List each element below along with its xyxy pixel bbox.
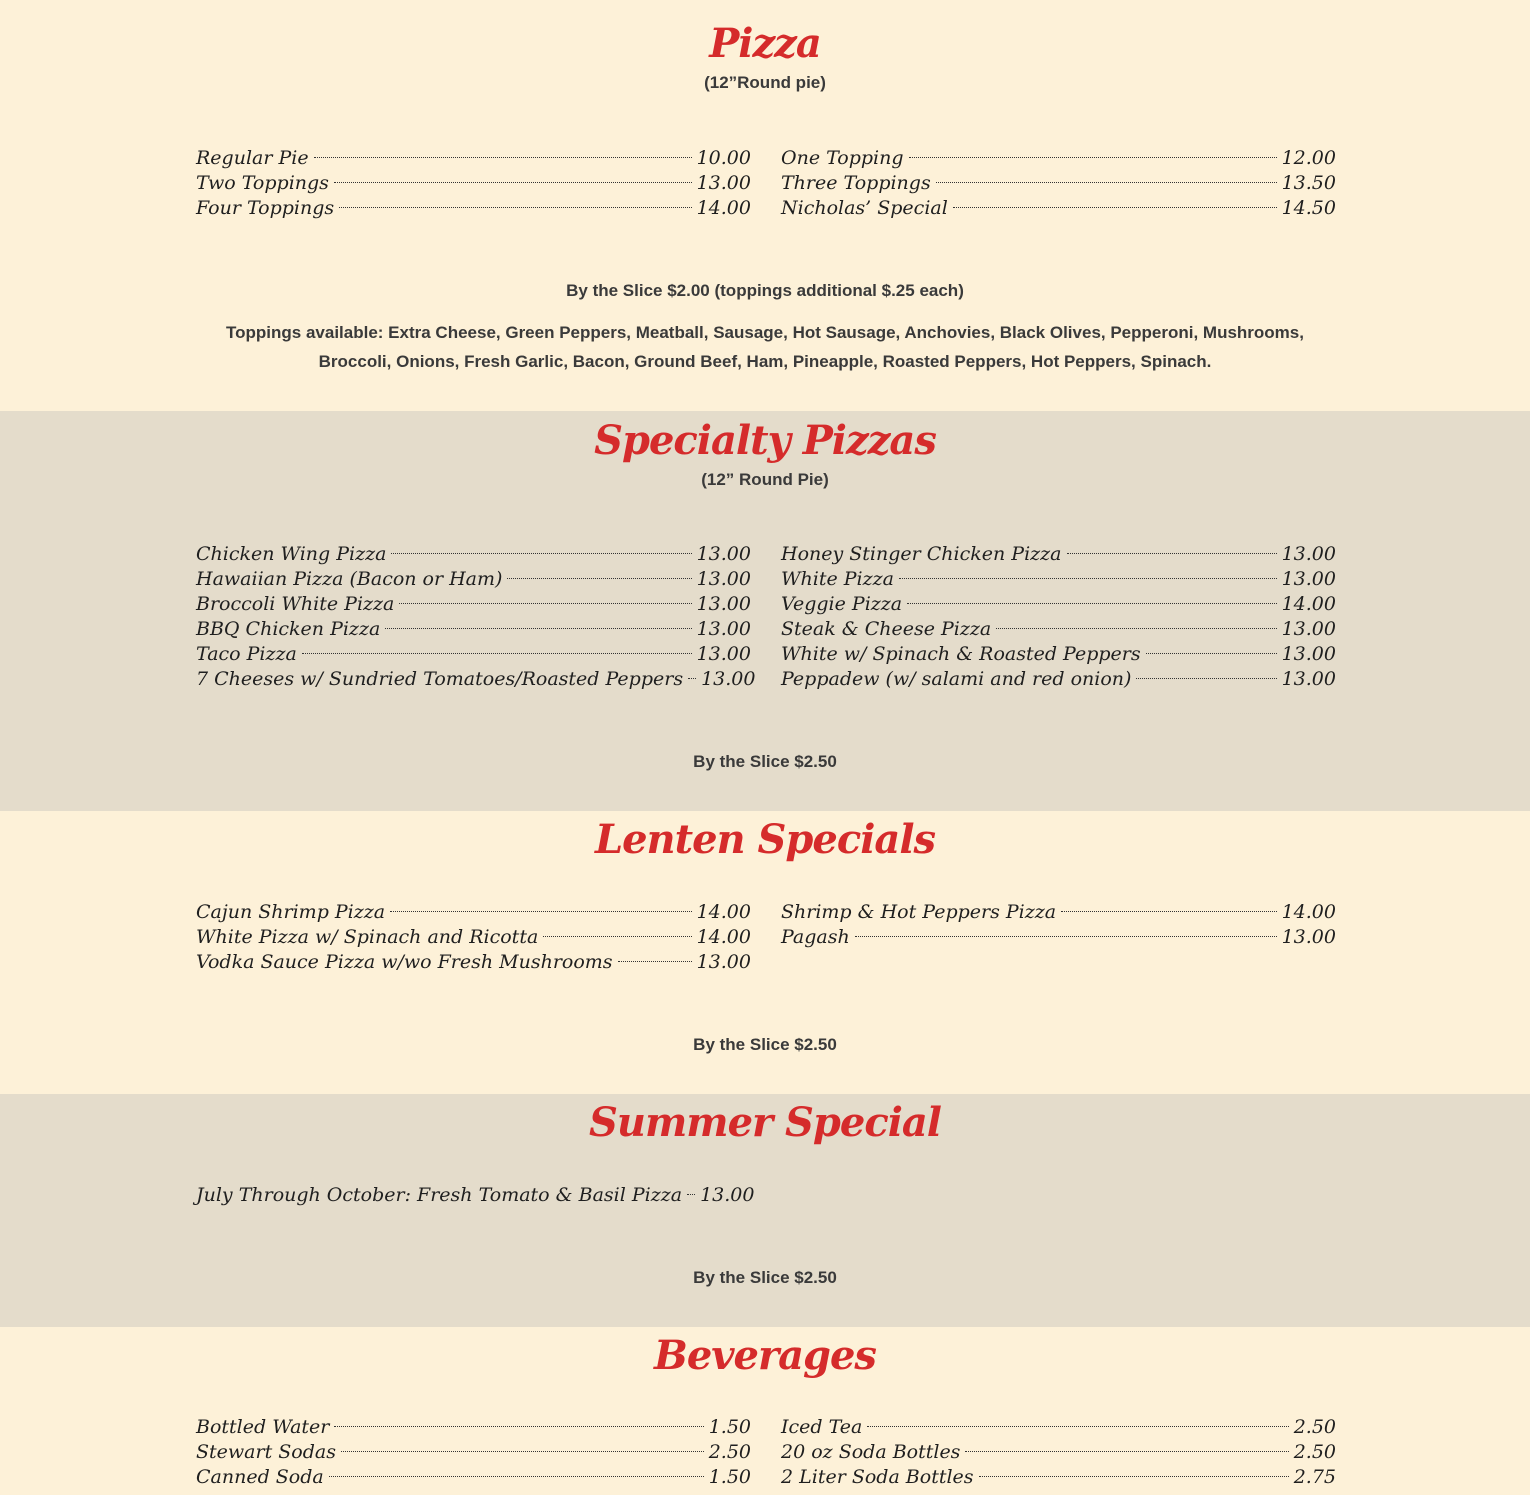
menu-item-price: 13.00 <box>696 593 751 615</box>
menu-column-right <box>781 900 1336 950</box>
menu-column-right <box>781 542 1336 692</box>
dot-leader <box>936 182 1277 183</box>
summer-section <box>0 1094 1530 1327</box>
section-title: Summer Special <box>588 1099 942 1146</box>
section-title: Lenten Specials <box>594 816 936 863</box>
menu-item <box>781 146 1336 171</box>
pizza-section <box>0 0 1530 411</box>
menu-item-price: 1.50 <box>708 1466 751 1488</box>
menu-item <box>196 667 756 692</box>
menu-item <box>196 925 751 950</box>
menu-item <box>781 171 1336 196</box>
menu-column-left <box>196 900 751 975</box>
menu-item <box>781 196 1336 221</box>
dot-leader <box>1136 678 1276 679</box>
menu-item <box>196 900 751 925</box>
menu-item-name: Shrimp & Hot Peppers Pizza <box>781 901 1057 923</box>
menu-item <box>196 1440 751 1465</box>
menu-item <box>196 617 751 642</box>
menu-item-price: 14.00 <box>696 926 751 948</box>
menu-item <box>781 1440 1336 1465</box>
menu-item <box>196 1465 751 1490</box>
menu-item <box>781 642 1336 667</box>
dot-leader <box>855 936 1277 937</box>
toppings-note-line1: Toppings available: Extra Cheese, Green Peppers, Meatball, Sausage, Hot Sausage, Anchovies, Black Olives, Pepperoni, Mushrooms, <box>226 323 1304 342</box>
menu-item-name: Two Toppings <box>196 172 329 194</box>
slice-note: By the Slice $2.50 <box>693 1035 837 1054</box>
menu-item-price: 12.00 <box>1281 147 1336 169</box>
dot-leader <box>899 578 1277 579</box>
section-subtitle: (12” Round Pie) <box>701 470 829 489</box>
dot-leader <box>965 1451 1288 1452</box>
menu-item <box>781 1415 1336 1440</box>
menu-column-left <box>196 1415 751 1490</box>
menu-item-price: 2.50 <box>1293 1416 1336 1438</box>
menu-item-price: 13.00 <box>1281 926 1336 948</box>
menu-item-name: One Topping <box>781 147 904 169</box>
menu-item-price: 13.00 <box>1281 668 1336 690</box>
menu-item <box>196 950 751 975</box>
menu-item-price: 13.00 <box>1281 618 1336 640</box>
menu-item-price: 13.00 <box>1281 543 1336 565</box>
section-title: Specialty Pizzas <box>594 417 936 464</box>
menu-item-name: Veggie Pizza <box>781 593 903 615</box>
menu-item-name: BBQ Chicken Pizza <box>196 618 381 640</box>
menu-item-name: White w/ Spinach & Roasted Peppers <box>781 643 1141 665</box>
dot-leader <box>953 207 1277 208</box>
menu-item-price: 13.00 <box>696 951 751 973</box>
menu-item <box>781 567 1336 592</box>
menu-item-price: 14.00 <box>1281 901 1336 923</box>
menu-item-price: 13.00 <box>696 543 751 565</box>
dot-leader <box>687 1194 695 1195</box>
menu-item-name: Iced Tea <box>781 1416 863 1438</box>
specialty-section <box>0 411 1530 811</box>
menu-item <box>196 146 751 171</box>
menu-item-price: 13.00 <box>1281 568 1336 590</box>
section-title: Beverages <box>654 1332 876 1379</box>
menu-item-name: Taco Pizza <box>196 643 297 665</box>
menu-column-left <box>196 1183 755 1208</box>
menu-item-name: Nicholas’ Special <box>781 197 948 219</box>
dot-leader <box>996 628 1276 629</box>
menu-item <box>781 542 1336 567</box>
dot-leader <box>1067 553 1277 554</box>
menu-item-price: 14.50 <box>1281 197 1336 219</box>
menu-item-price: 13.00 <box>696 643 751 665</box>
dot-leader <box>314 157 692 158</box>
menu-item <box>781 1465 1336 1490</box>
dot-leader <box>302 653 692 654</box>
menu-column-left <box>196 146 751 221</box>
menu-item-price: 2.75 <box>1293 1466 1336 1488</box>
menu-item <box>781 592 1336 617</box>
menu-item-name: Honey Stinger Chicken Pizza <box>781 543 1062 565</box>
menu-item-name: Stewart Sodas <box>196 1441 336 1463</box>
menu-column-right <box>781 1415 1336 1490</box>
dot-leader <box>1061 911 1277 912</box>
menu-item-name: 2 Liter Soda Bottles <box>781 1466 974 1488</box>
menu-item <box>196 171 751 196</box>
menu-item-price: 2.50 <box>708 1441 751 1463</box>
toppings-note-line2: Broccoli, Onions, Fresh Garlic, Bacon, Ground Beef, Ham, Pineapple, Roasted Peppers, Hot Peppers, Spinach. <box>318 352 1212 371</box>
menu-item-name: July Through October: Fresh Tomato & Basil Pizza <box>196 1184 683 1206</box>
dot-leader <box>391 553 691 554</box>
dot-leader <box>979 1476 1289 1477</box>
menu-item <box>196 542 751 567</box>
menu-item-price: 13.00 <box>701 668 756 690</box>
menu-item-price: 13.00 <box>1281 643 1336 665</box>
slice-note: By the Slice $2.50 <box>693 752 837 771</box>
dot-leader <box>688 678 696 679</box>
menu-item <box>781 900 1336 925</box>
menu-item-price: 13.50 <box>1281 172 1336 194</box>
dot-leader <box>867 1426 1288 1427</box>
menu-item-price: 13.00 <box>700 1184 755 1206</box>
dot-leader <box>618 961 692 962</box>
menu-item-price: 13.00 <box>696 568 751 590</box>
menu-item <box>196 1415 751 1440</box>
menu-column-right <box>781 146 1336 221</box>
menu-item-price: 14.00 <box>696 197 751 219</box>
slice-note: By the Slice $2.50 <box>693 1268 837 1287</box>
menu-item-name: 20 oz Soda Bottles <box>781 1441 961 1463</box>
slice-note: By the Slice $2.00 (toppings additional $.25 each) <box>566 281 964 300</box>
lenten-section <box>0 811 1530 1094</box>
dot-leader <box>543 936 691 937</box>
menu-item <box>196 1183 755 1208</box>
menu-item <box>196 567 751 592</box>
dot-leader <box>341 1451 704 1452</box>
dot-leader <box>334 182 692 183</box>
menu-item <box>196 642 751 667</box>
menu-item-price: 14.00 <box>1281 593 1336 615</box>
menu-item-price: 13.00 <box>696 172 751 194</box>
dot-leader <box>385 628 691 629</box>
dot-leader <box>399 603 691 604</box>
menu-item <box>781 667 1336 692</box>
menu-item-name: Three Toppings <box>781 172 931 194</box>
menu-item-name: Vodka Sauce Pizza w/wo Fresh Mushrooms <box>196 951 613 973</box>
menu-item-price: 2.50 <box>1293 1441 1336 1463</box>
menu-item-price: 10.00 <box>696 147 751 169</box>
menu-item-name: Hawaiian Pizza (Bacon or Ham) <box>196 568 503 590</box>
dot-leader <box>907 603 1276 604</box>
menu-item-name: Canned Soda <box>196 1466 324 1488</box>
menu-column-left <box>196 542 756 692</box>
menu-item <box>781 617 1336 642</box>
menu-item-name: Peppadew (w/ salami and red onion) <box>781 668 1132 690</box>
dot-leader <box>339 207 691 208</box>
menu-item-name: 7 Cheeses w/ Sundried Tomatoes/Roasted Peppers <box>196 668 684 690</box>
dot-leader <box>909 157 1277 158</box>
menu-item-name: Regular Pie <box>196 147 309 169</box>
dot-leader <box>334 1426 703 1427</box>
menu-item <box>196 592 751 617</box>
menu-item-name: Steak & Cheese Pizza <box>781 618 992 640</box>
menu-item <box>781 925 1336 950</box>
dot-leader <box>390 911 691 912</box>
menu-item-name: White Pizza <box>781 568 894 590</box>
dot-leader <box>329 1476 704 1477</box>
menu-item-name: Broccoli White Pizza <box>196 593 395 615</box>
menu-item-name: Chicken Wing Pizza <box>196 543 387 565</box>
menu-item <box>196 196 751 221</box>
menu-item-price: 1.50 <box>708 1416 751 1438</box>
section-subtitle: (12”Round pie) <box>704 73 826 92</box>
menu-item-name: Four Toppings <box>196 197 335 219</box>
dot-leader <box>507 578 691 579</box>
section-title: Pizza <box>709 20 821 67</box>
menu-item-price: 13.00 <box>696 618 751 640</box>
menu-item-name: Pagash <box>781 926 850 948</box>
beverages-section <box>0 1327 1530 1495</box>
dot-leader <box>1146 653 1277 654</box>
menu-item-name: Bottled Water <box>196 1416 330 1438</box>
menu-item-name: Cajun Shrimp Pizza <box>196 901 386 923</box>
menu-item-name: White Pizza w/ Spinach and Ricotta <box>196 926 539 948</box>
menu-item-price: 14.00 <box>696 901 751 923</box>
